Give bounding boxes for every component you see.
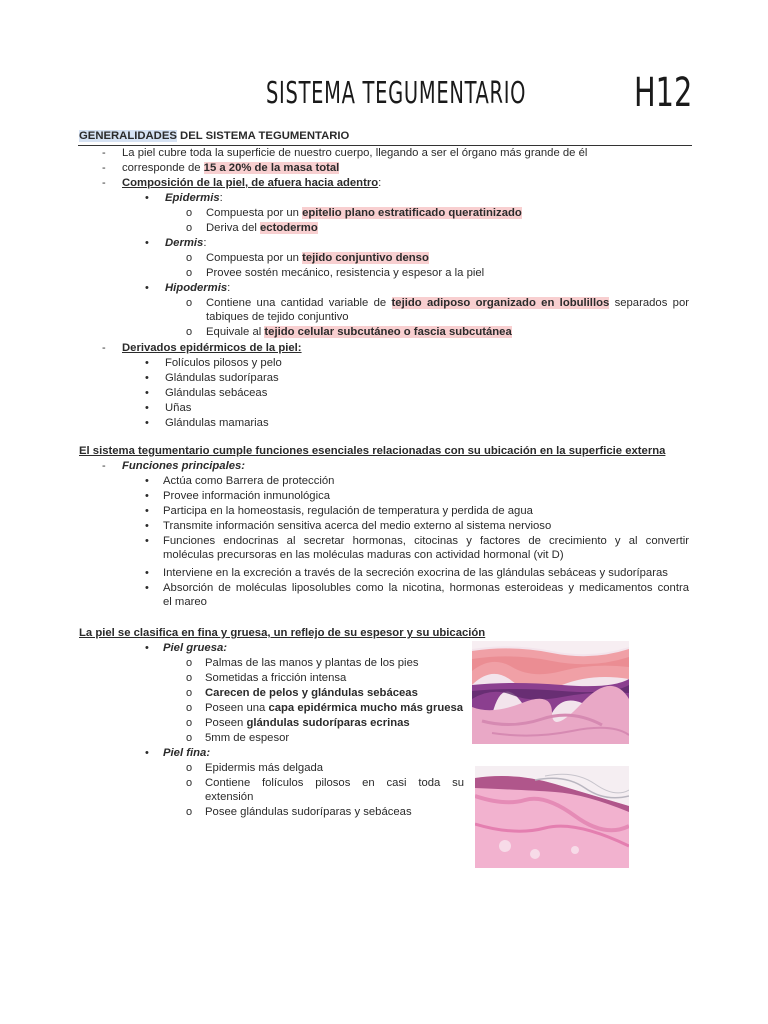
circle-marker: o xyxy=(186,297,193,309)
epidermis-item-2-text: Deriva del xyxy=(206,222,260,234)
funcion-item-7-cont: el mareo xyxy=(163,596,207,608)
gruesa-item: Sometidas a fricción intensa xyxy=(205,672,347,684)
bullet-marker: • xyxy=(145,567,149,579)
derivados-heading: Derivados epidérmicos de la piel: xyxy=(122,342,302,354)
hipodermis-label-text: Hipodermis xyxy=(165,282,228,294)
bullet-marker: • xyxy=(145,357,149,369)
funcion-item: Provee información inmunológica xyxy=(163,490,331,502)
dermis-item-1-highlight: tejido conjuntivo denso xyxy=(302,252,429,264)
thick-skin-histology-svg xyxy=(472,641,629,744)
gruesa-item: 5mm de espesor xyxy=(205,732,290,744)
bullet-marker: • xyxy=(145,642,149,654)
dermis-label-text: Dermis xyxy=(165,237,204,249)
hipodermis-item-1-highlight: tejido adiposo organizado en lobulillos xyxy=(391,297,610,309)
circle-marker: o xyxy=(186,762,193,774)
hipodermis-item-2-highlight: tejido celular subcutáneo o fascia subcutánea xyxy=(264,326,512,338)
dash-marker: - xyxy=(102,162,106,174)
derivados-item: Glándulas sudoríparas xyxy=(165,372,279,384)
dermis-item-2: Provee sostén mecánico, resistencia y espesor a la piel xyxy=(206,267,485,279)
bullet-marker: • xyxy=(145,490,149,502)
piel-fina-label: Piel fina: xyxy=(163,747,211,759)
intro-line-1: La piel cubre toda la superficie de nuestro cuerpo, llegando a ser el órgano más grande de él xyxy=(122,147,588,159)
piel-gruesa-label: Piel gruesa: xyxy=(163,642,228,654)
intro-line-2-text: corresponde de xyxy=(122,162,204,174)
section1-heading xyxy=(79,129,349,143)
composicion-heading xyxy=(122,176,381,190)
circle-marker: o xyxy=(186,702,193,714)
circle-marker: o xyxy=(186,267,193,279)
hipodermis-item-1-cont: tabiques de tejido conjuntivo xyxy=(206,311,349,323)
section1-heading-highlight: GENERALIDADES xyxy=(79,130,177,142)
bullet-marker: • xyxy=(145,372,149,384)
page-code: H12 xyxy=(634,70,693,116)
funciones-label: Funciones principales: xyxy=(122,460,246,472)
funcion-item: Transmite información sensitiva acerca del medio externo al sistema nervioso xyxy=(163,520,552,532)
epidermis-colon: : xyxy=(219,192,223,204)
dermis-item-1-text: Compuesta por un xyxy=(206,252,303,264)
composicion-text: Composición de la piel, de afuera hacia adentro xyxy=(122,177,379,189)
bullet-marker: • xyxy=(145,475,149,487)
composicion-colon: : xyxy=(378,177,382,189)
gruesa-item-5-text: Poseen xyxy=(205,717,247,729)
bullet-marker: • xyxy=(145,535,149,547)
derivados-item: Glándulas mamarias xyxy=(165,417,269,429)
dash-marker: - xyxy=(102,342,106,354)
bullet-marker: • xyxy=(145,582,149,594)
thin-skin-histology-svg xyxy=(475,766,629,868)
circle-marker: o xyxy=(186,222,193,234)
epidermis-item-2 xyxy=(206,221,318,235)
dash-marker: - xyxy=(102,460,106,472)
hipodermis-label xyxy=(165,281,230,295)
section1-heading-rest: DEL SISTEMA TEGUMENTARIO xyxy=(176,130,350,142)
circle-marker: o xyxy=(186,252,193,264)
bullet-marker: • xyxy=(145,282,149,294)
derivados-item: Folículos pilosos y pelo xyxy=(165,357,282,369)
bullet-marker: • xyxy=(145,402,149,414)
dermis-colon: : xyxy=(203,237,207,249)
funcion-item-6: Interviene en la excreción a través de la secreción exocrina de las glándulas sebáceas y sudoríparas xyxy=(163,567,668,579)
hipodermis-colon: : xyxy=(227,282,231,294)
masa-total-highlight: 15 a 20% de la masa total xyxy=(203,162,340,174)
thin-skin-histology-image xyxy=(475,766,629,868)
circle-marker: o xyxy=(186,717,193,729)
derivados-item: Glándulas sebáceas xyxy=(165,387,268,399)
hipodermis-item-1-text: Contiene una cantidad variable de xyxy=(206,297,392,309)
section3-heading: La piel se clasifica en fina y gruesa, un reflejo de su espesor y su ubicación xyxy=(79,627,486,639)
intro-line-2 xyxy=(122,161,339,175)
section2-heading: El sistema tegumentario cumple funciones esenciales relacionadas con su ubicación en la superficie externa xyxy=(79,445,666,457)
bullet-marker: • xyxy=(145,237,149,249)
hipodermis-item-2 xyxy=(206,325,512,339)
funcion-item-7: Absorción de moléculas liposolubles como la nicotina, hormonas esteroideas y medicamentos contra xyxy=(163,582,689,594)
fina-item: Epidermis más delgada xyxy=(205,762,324,774)
epidermis-label-text: Epidermis xyxy=(165,192,220,204)
dermis-item-1 xyxy=(206,251,429,265)
circle-marker: o xyxy=(186,207,193,219)
funcion-item: Actúa como Barrera de protección xyxy=(163,475,335,487)
hipodermis-item-1 xyxy=(206,296,689,310)
dermis-label xyxy=(165,236,206,250)
gruesa-item-5-bold: glándulas sudoríparas ecrinas xyxy=(246,717,410,729)
epidermis-item-1 xyxy=(206,206,522,220)
gruesa-item: Carecen de pelos y glándulas sebáceas xyxy=(205,687,418,699)
hipodermis-item-1-post: separados por xyxy=(609,297,689,309)
dash-marker: - xyxy=(102,147,106,159)
dash-marker: - xyxy=(102,177,106,189)
circle-marker: o xyxy=(186,777,193,789)
bullet-marker: • xyxy=(145,192,149,204)
thick-skin-histology-image xyxy=(472,641,629,744)
funcion-item-5-cont: moléculas precursoras en las moléculas maduras con actividad hormonal (vit D) xyxy=(163,549,564,561)
bullet-marker: • xyxy=(145,520,149,532)
bullet-marker: • xyxy=(145,505,149,517)
fina-item-cont: extensión xyxy=(205,791,254,803)
bullet-marker: • xyxy=(145,417,149,429)
circle-marker: o xyxy=(186,326,193,338)
fina-item: Posee glándulas sudoríparas y sebáceas xyxy=(205,806,412,818)
gruesa-item-4-bold: capa epidérmica mucho más gruesa xyxy=(268,702,464,714)
epidermis-item-1-highlight: epitelio plano estratificado queratinizado xyxy=(302,207,522,219)
funcion-item-5: Funciones endocrinas al secretar hormonas, citocinas y factores de crecimiento y al convertir xyxy=(163,535,689,547)
gruesa-item xyxy=(205,701,463,715)
circle-marker: o xyxy=(186,687,193,699)
funcion-item: Participa en la homeostasis, regulación de temperatura y perdida de agua xyxy=(163,505,533,517)
epidermis-item-2-highlight: ectodermo xyxy=(260,222,318,234)
gruesa-item: Palmas de las manos y plantas de los pies xyxy=(205,657,419,669)
circle-marker: o xyxy=(186,806,193,818)
hipodermis-item-2-text: Equivale al xyxy=(206,326,265,338)
gruesa-item xyxy=(205,716,410,730)
fina-item: Contiene folículos pilosos en casi toda su xyxy=(205,777,464,789)
circle-marker: o xyxy=(186,672,193,684)
bullet-marker: • xyxy=(145,387,149,399)
bullet-marker: • xyxy=(145,747,149,759)
epidermis-label xyxy=(165,191,223,205)
derivados-item: Uñas xyxy=(165,402,192,414)
circle-marker: o xyxy=(186,657,193,669)
circle-marker: o xyxy=(186,732,193,744)
page-title: SISTEMA TEGUMENTARIO xyxy=(266,76,527,111)
gruesa-item-4-text: Poseen una xyxy=(205,702,269,714)
epidermis-item-1-text: Compuesta por un xyxy=(206,207,303,219)
